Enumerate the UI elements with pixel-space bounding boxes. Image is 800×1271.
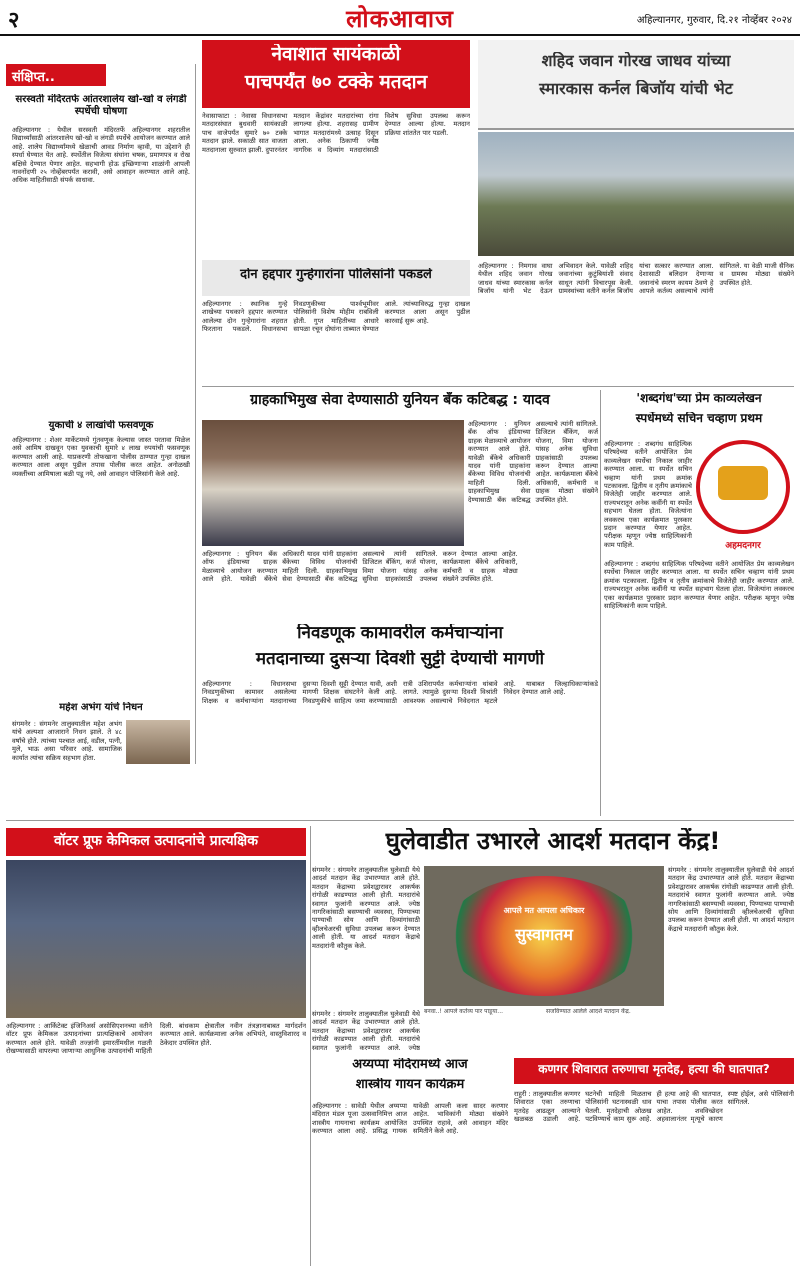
maharashtra-map-icon xyxy=(718,466,768,500)
page-number: २ xyxy=(8,8,20,32)
kangar-body: राहुरी : तालुक्यातील कणगर शिवारात एका तरुणाचा मृतदेह आढळून आल्याने खळबळ उडाली आहे. घटनेची माहिती मिळताच पोलिसांनी घटनास्थळी धाव घेतली. मृतदेहाची ओळख पटविण्याचे काम सुरू आहे. ही हत्या आहे की घातपात, याचा तपास पोलीस करत आहेत. शवविच्छेदन अहवालानंतर मृत्यूचे कारण स्पष्ट होईल, असे पोलिसांनी सांगितले. xyxy=(514,1090,794,1124)
rangoli-photo xyxy=(424,866,664,1006)
ghulewadi-body-left: संगमनेर : संगमनेर तालुक्यातील घुलेवाडी येथे आदर्श मतदान केंद्र उभारण्यात आले होते. मतदान केंद्राच्या प्रवेशद्वारावर आकर्षक रांगोळी काढण्यात आली होती. मतदारांचे स्वागत फुलांनी करण्यात आले. ज्येष्ठ नागरिकांसाठी बसण्याची व्यवस्था, पिण्याच्या पाण्याची सोय आणि दिव्यांगांसाठी व्हीलचेअरची सुविधा उपलब्ध करून देण्यात आली होती. या आदर्श मतदान केंद्राचे मतदारांनी कौतुक केले. xyxy=(312,866,420,950)
brief-body-1: अहिल्यानगर : येथील सरस्वती मंदिरतर्फे अहिल्यानगर शहरातील विद्यार्थ्यांसाठी आंतरशालेय खो-खो व लंगडी स्पर्धेचे आयोजन करण्यात आले आहे. शालेय विद्यार्थ्यांमध्ये खेळाची आवड निर्माण व्हावी, या उद्देशाने ही स्पर्धा घेण्यात येत आहे. स्पर्धेतील विजेत्या संघांना चषक, प्रमाणपत्र व रोख बक्षिसे देण्यात येणार आहेत. सहभागी होऊ इच्छिणाऱ्या शाळांनी आपली नावनोंदणी २५ नोव्हेंबरपर्यंत करावी, असे आवाहन करण्यात आले आहे. अधिक माहितीसाठी संपर्क साधावा. xyxy=(12,126,190,185)
rangoli-text-main: सुस्वागतम xyxy=(515,926,573,944)
waterproof-headline: वॉटर प्रूफ केमिकल उत्पादनांचे प्रात्यक्षिक xyxy=(6,828,306,856)
leave-headline-1: निवडणूक कामावरील कर्मचाऱ्यांना xyxy=(297,624,503,643)
ayyappa-headline-2: शास्त्रीय गायन कार्यक्रम xyxy=(355,1078,465,1092)
ghulewadi-headline: घुलेवाडीत उभारले आदर्श मतदान केंद्र! xyxy=(385,828,721,855)
shabdagandh-logo xyxy=(696,440,790,534)
poetry-headline-2: स्पर्धेमध्ये सचिन चव्हाण प्रथम xyxy=(635,412,763,425)
ghulewadi-body-right: संगमनेर : संगमनेर तालुक्यातील घुलेवाडी येथे आदर्श मतदान केंद्र उभारण्यात आले होते. मतदान केंद्राच्या प्रवेशद्वारावर आकर्षक रांगोळी काढण्यात आली होती. मतदारांचे स्वागत फुलांनी करण्यात आले. ज्येष्ठ नागरिकांसाठी बसण्याची व्यवस्था, पिण्याच्या पाण्याची सोय आणि दिव्यांगांसाठी व्हीलचेअरची सुविधा उपलब्ध करून देण्यात आली होती. या आदर्श मतदान केंद्राचे मतदारांनी कौतुक केले. xyxy=(668,866,794,933)
poetry-body-left: अहिल्यानगर : शब्दगंध साहित्यिक परिषदेच्या वतीने आयोजित प्रेम काव्यलेखन स्पर्धेचा निकाल जाहीर करण्यात आला. या स्पर्धेत सचिन चव्हाण यांनी प्रथम क्रमांक पटकावला. द्वितीय व तृतीय क्रमांकाचे विजेतेही जाहीर करण्यात आले. राज्यभरातून अनेक कवींनी या स्पर्धेत सहभाग घेतला होता. विजेत्यांना लवकरच एका कार्यक्रमात पुरस्कार प्रदान करण्यात येणार आहेत. परीक्षक म्हणून ज्येष्ठ साहित्यिकांनी काम पाहिले. xyxy=(604,440,692,549)
ayyappa-headline-1: अय्यप्पा मंदिरामध्ये आज xyxy=(352,1058,468,1072)
column-rule xyxy=(310,826,311,1266)
waterproof-photo xyxy=(6,860,306,1018)
ayyappa-body: अहिल्यानगर : सावेडी येथील अय्यप्पा मंदिरात मंडल पूजा उत्सवानिमित्त आज शास्त्रीय गायनाचा कार्यक्रम आयोजित करण्यात आला आहे. प्रसिद्ध गायक यावेळी आपली कला सादर करणार आहेत. भाविकांनी मोठ्या संख्येने उपस्थित राहावे, असे आवाहन मंदिर समितीने केले आहे. xyxy=(312,1102,508,1136)
poetry-body: अहिल्यानगर : शब्दगंध साहित्यिक परिषदेच्या वतीने आयोजित प्रेम काव्यलेखन स्पर्धेचा निकाल जाहीर करण्यात आला. या स्पर्धेत सचिन चव्हाण यांनी प्रथम क्रमांक पटकावला. द्वितीय व तृतीय क्रमांकाचे विजेतेही जाहीर करण्यात आले. राज्यभरातून अनेक कवींनी या स्पर्धेत सहभाग घेतला होता. विजेत्यांना लवकरच एका कार्यक्रमात पुरस्कार प्रदान करण्यात येणार आहेत. परीक्षक म्हणून ज्येष्ठ साहित्यिकांनी काम पाहिले. xyxy=(604,560,794,611)
masthead-rule xyxy=(0,34,800,36)
leave-headline-2: मतदानाच्या दुसऱ्या दिवशी सुट्टी देण्याची मागणी xyxy=(255,650,545,669)
brief-body-3: संगमनेर : संगमनेर तालुक्यातील महेश अभंग यांचे अल्पशा आजाराने निधन झाले. ते ४८ वर्षांचे होते. त्यांच्या पश्चात आई, वडील, पत्नी, मुले, भाऊ असा परिवार आहे. सामाजिक कार्यात त्यांचा सक्रिय सहभाग होता. xyxy=(12,720,122,762)
brief-headline-1: सरस्वती मंदिरतर्फे आंतरशालेय खो-खो व लंगडी स्पर्धेची घोषणा xyxy=(15,94,187,117)
brief-headline-3: महेश अभंग यांचे निधन xyxy=(59,702,143,713)
photo-caption-right: सजविण्यात आलेले आदर्श मतदान केंद्र. xyxy=(546,1008,631,1015)
sayankali-body: नेवासाफाटा : नेवासा विधानसभा मतदारसंघात बुधवारी सायंकाळी पाच वाजेपर्यंत सुमारे ७० टक्के मतदान झाले. सकाळी सात वाजता मतदानाला सुरुवात झाली. दुपारनंतर मतदान केंद्रांवर मतदारांच्या रांगा लागल्या होत्या. शहरासह ग्रामीण भागात मतदारांमध्ये उत्साह दिसून आला. अनेक ठिकाणी ज्येष्ठ नागरिक व दिव्यांग मतदारांसाठी विशेष सुविधा उपलब्ध करून देण्यात आल्या होत्या. मतदान प्रक्रिया शांततेत पार पडली. xyxy=(202,112,470,154)
jadhav-headline-2: स्मारकास कर्नल बिजॉय यांची भेट xyxy=(539,80,733,98)
sayankali-headline-1: नेवाशात सायंकाळी xyxy=(271,44,401,65)
union-bank-body: अहिल्यानगर : युनियन बँक ऑफ इंडियाच्या ग्राहक मेळाव्याचे आयोजन करण्यात आले होते. यावेळी बँकेचे अधिकारी यादव यांनी ग्राहकांना बँकेच्या विविध योजनांची माहिती दिली. ग्राहकाभिमुख सेवा देण्यासाठी बँक कटिबद्ध असल्याचे त्यांनी सांगितले. डिजिटल बँकिंग, कर्ज योजना, विमा योजना यांसह अनेक सुविधा ग्राहकांसाठी उपलब्ध करून देण्यात आल्या आहेत. कार्यक्रमाला बँकेचे अधिकारी, कर्मचारी व ग्राहक मोठ्या संख्येने उपस्थित होते. xyxy=(202,550,518,584)
leave-body: अहिल्यानगर : विधानसभा निवडणुकीच्या कामावर असलेल्या शिक्षक व कर्मचाऱ्यांना मतदानाच्या दुसऱ्या दिवशी सुट्टी देण्यात यावी, अशी मागणी शिक्षक संघटनेने केली आहे. निवडणुकीचे साहित्य जमा करण्यासाठी रात्री उशिरापर्यंत कर्मचाऱ्यांना थांबावे लागते. त्यामुळे दुसऱ्या दिवशी विश्रांती आवश्यक असल्याचे निवेदनात म्हटले आहे. याबाबत जिल्हाधिकाऱ्यांकडे निवेदन देण्यात आले आहे. xyxy=(202,680,598,705)
jadhav-headline-1: शहिद जवान गोरख जाधव यांच्या xyxy=(541,52,731,70)
lower-divider xyxy=(6,820,794,821)
poetry-headline-1: 'शब्दगंध'च्या प्रेम काव्यलेखन xyxy=(636,392,762,405)
waterproof-body: अहिल्यानगर : आर्किटेक्ट इंजिनिअर्स असोसिएशनच्या वतीने वॉटर प्रूफ केमिकल उत्पादनांच्या प्रात्यक्षिकाचे आयोजन करण्यात आले होते. यावेळी तज्ज्ञांनी इमारतींमधील गळती रोखण्यासाठी वापरल्या जाणाऱ्या आधुनिक उत्पादनांची माहिती दिली. बांधकाम क्षेत्रातील नवीन तंत्रज्ञानाबाबत मार्गदर्शन करण्यात आले. कार्यक्रमाला अनेक अभियंते, वास्तुविशारद व ठेकेदार उपस्थित होते. xyxy=(6,1022,306,1056)
date-line: अहिल्यानगर, गुरुवार, दि.२१ नोव्हेंबर २०२४ xyxy=(636,15,792,26)
sayankali-headline-2: पाचपर्यंत ७० टक्के मतदान xyxy=(244,72,428,93)
brief-headline-2: युकाची ४ लाखांची फसवणूक xyxy=(48,420,154,431)
logo-caption: अहमदनगर xyxy=(725,541,761,551)
criminals-headline: दोन हद्दपार गुन्हेगारांना पोलिसांनी पकडले xyxy=(240,268,432,282)
brief-news-sidebar xyxy=(6,64,196,764)
kangar-headline: कणगर शिवारात तरुणाचा मृतदेह, हत्या की घातपात? xyxy=(514,1058,794,1084)
brief-body-2: अहिल्यानगर : शेअर मार्केटमध्ये गुंतवणूक केल्यास जास्त परतावा मिळेल असे आमिष दाखवून एका युवकाची सुमारे ४ लाख रुपयांची फसवणूक करण्यात आली आहे. याप्रकरणी तोफखाना पोलीस ठाण्यात गुन्हा दाखल करण्यात आला असून पुढील तपास पोलीस करत आहेत. अनोळखी व्यक्तींच्या आमिषाला बळी पडू नये, असे आवाहन पोलिसांनी केले आहे. xyxy=(12,436,190,478)
photo-caption-left: बनवा..! आपले कर्तव्य पार पाडूया... xyxy=(424,1008,504,1015)
sidebar-tab: संक्षिप्त.. xyxy=(6,64,106,86)
jadhav-headline-box xyxy=(478,40,794,130)
union-bank-headline: ग्राहकाभिमुख सेवा देण्यासाठी युनियन बँक कटिबद्ध : यादव xyxy=(250,392,550,408)
sayankali-headline-box xyxy=(202,40,470,108)
section-divider xyxy=(202,386,794,387)
criminals-headline-box xyxy=(202,260,470,296)
paper-logo: लोकआवाज xyxy=(346,5,454,32)
column-rule-right xyxy=(600,390,601,816)
ghulewadi-body-lower: संगमनेर : संगमनेर तालुक्यातील घुलेवाडी येथे आदर्श मतदान केंद्र उभारण्यात आले होते. मतदान केंद्राच्या प्रवेशद्वारावर आकर्षक रांगोळी काढण्यात आली होती. मतदारांचे स्वागत फुलांनी करण्यात आले. ज्येष्ठ xyxy=(312,1010,420,1052)
criminals-body: अहिल्यानगर : स्थानिक गुन्हे शाखेच्या पथकाने हद्दपार करण्यात आलेल्या दोन गुन्हेगारांना शहरात फिरताना पकडले. विधानसभा निवडणुकीच्या पार्श्वभूमीवर पोलिसांनी विशेष मोहीम राबविली होती. गुप्त माहितीच्या आधारे सापळा रचून दोघांना ताब्यात घेण्यात आले. त्यांच्याविरुद्ध गुन्हा दाखल करण्यात आला असून पुढील कारवाई सुरू आहे. xyxy=(202,300,470,334)
jadhav-body: अहिल्यानगर : निमगाव वाघा येथील शहिद जवान गोरख जाधव यांच्या स्मारकास कर्नल बिजॉय यांनी भेट देऊन अभिवादन केले. यावेळी शहिद जवानांच्या कुटुंबियांशी संवाद साधून त्यांनी विचारपूस केली. ग्रामस्थांच्या वतीने कर्नल बिजॉय यांचा सत्कार करण्यात आला. देशासाठी बलिदान देणाऱ्या जवानांचे स्मरण कायम ठेवणे हे आपले कर्तव्य असल्याचे त्यांनी सांगितले. या वेळी माजी सैनिक व ग्रामस्थ मोठ्या संख्येने उपस्थित होते. xyxy=(478,262,794,296)
union-bank-photo xyxy=(202,420,464,546)
portrait-photo xyxy=(126,720,190,764)
union-bank-body-right: अहिल्यानगर : युनियन बँक ऑफ इंडियाच्या ग्राहक मेळाव्याचे आयोजन करण्यात आले होते. यावेळी बँकेचे अधिकारी यादव यांनी ग्राहकांना बँकेच्या विविध योजनांची माहिती दिली. ग्राहकाभिमुख सेवा देण्यासाठी बँक कटिबद्ध असल्याचे त्यांनी सांगितले. डिजिटल बँकिंग, कर्ज योजना, विमा योजना यांसह अनेक सुविधा ग्राहकांसाठी उपलब्ध करून देण्यात आल्या आहेत. कार्यक्रमाला बँकेचे अधिकारी, कर्मचारी व ग्राहक मोठ्या संख्येने उपस्थित होते. xyxy=(468,420,598,504)
rangoli-text-top: आपले मत आपला अधिकार xyxy=(503,906,585,915)
jadhav-photo xyxy=(478,132,794,256)
